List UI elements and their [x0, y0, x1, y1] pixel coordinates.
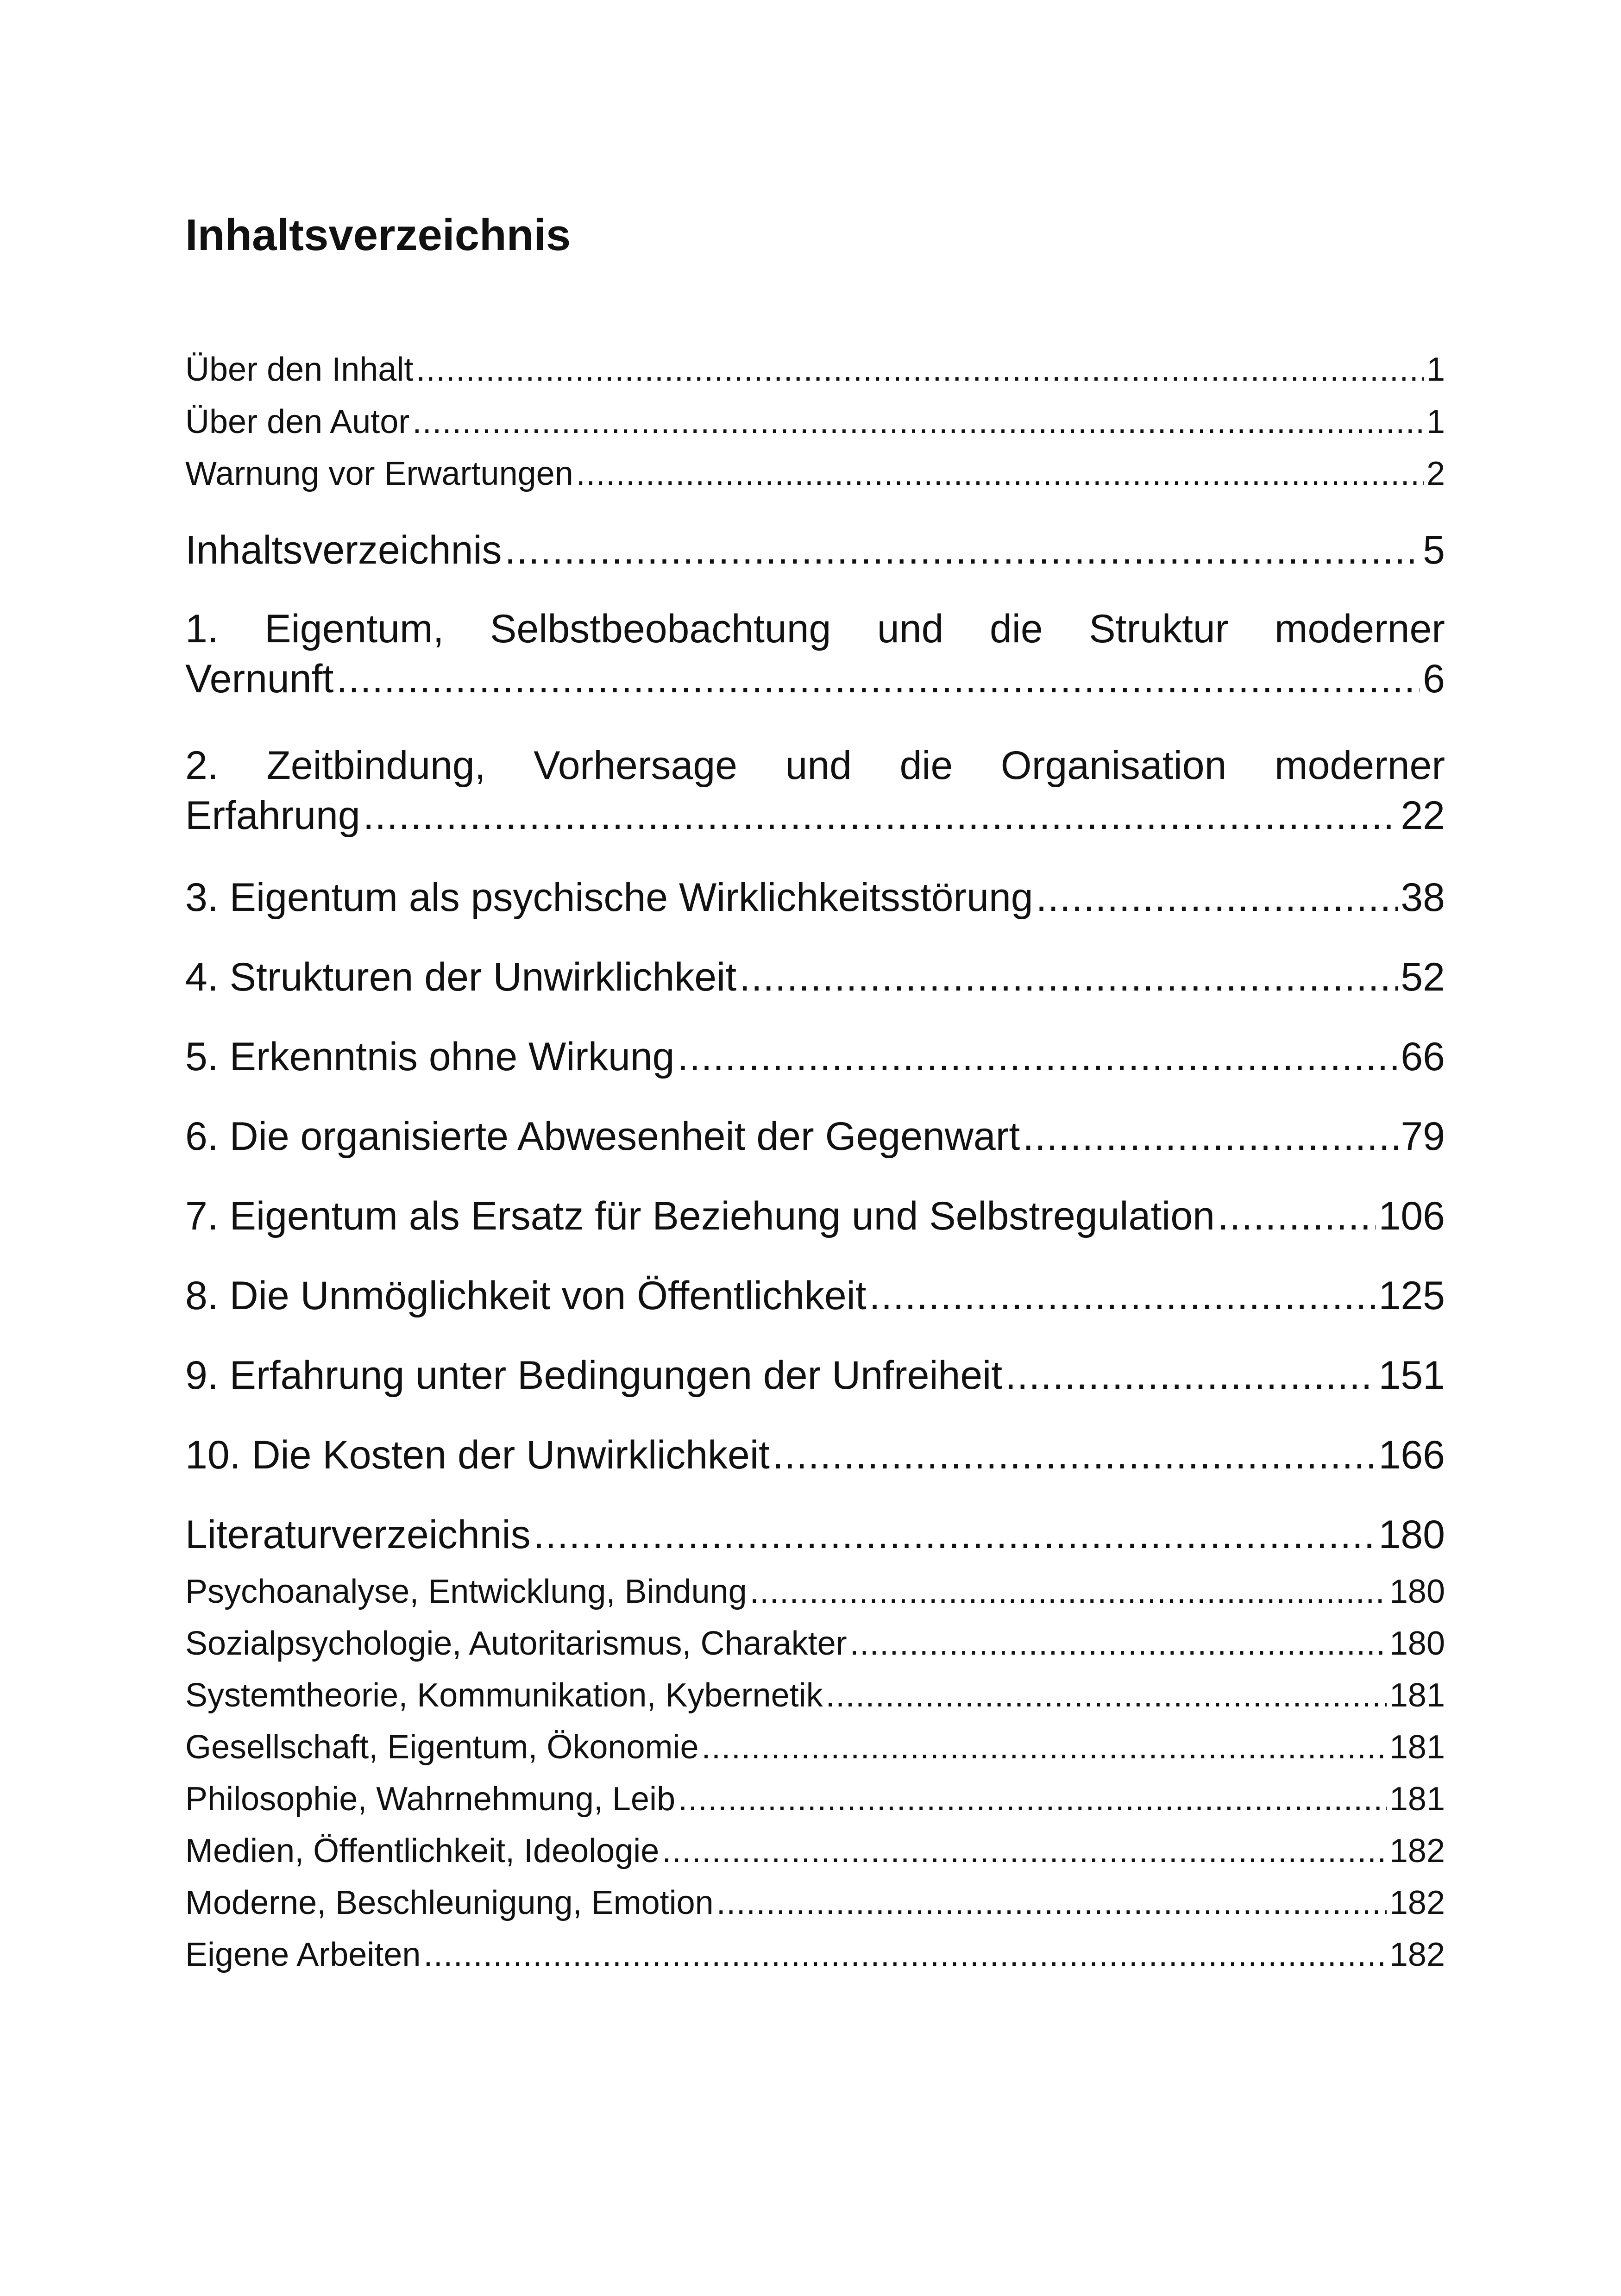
toc-entry-label: Warnung vor Erwartungen [185, 455, 573, 492]
toc-entry-page: 182 [1389, 1936, 1445, 1973]
toc-subentry[interactable] [185, 1935, 1445, 1975]
word: Vorhersage [534, 743, 737, 788]
toc-entry-page: 181 [1389, 1781, 1445, 1818]
toc-entry-label: 5. Erkenntnis ohne Wirkung [185, 1035, 675, 1079]
leader-dots [773, 1430, 1376, 1480]
toc-entry-first-line [185, 604, 1445, 654]
toc-entry-page: 52 [1401, 955, 1445, 999]
page-title: Inhaltsverzeichnis [185, 210, 571, 260]
leader-dots [678, 1779, 1387, 1819]
toc-entry[interactable] [185, 1510, 1445, 1560]
document-page [185, 0, 1445, 2296]
toc-entry-label: 3. Eigentum als psychische Wirklichkeitsstörung [185, 875, 1033, 920]
toc-entry[interactable] [185, 1351, 1445, 1401]
toc-entry-page: 182 [1389, 1832, 1445, 1869]
toc-entry-page: 106 [1378, 1194, 1445, 1238]
toc-subentry[interactable] [185, 1675, 1445, 1715]
toc-entry-page: 79 [1401, 1114, 1445, 1159]
toc-entry-page: 180 [1389, 1625, 1445, 1662]
leader-dots [662, 1831, 1387, 1871]
toc-subentry[interactable] [185, 1831, 1445, 1871]
toc-entry-page: 181 [1389, 1729, 1445, 1766]
toc-entry[interactable] [185, 350, 1445, 389]
word: 2. [185, 743, 219, 788]
toc-entry-page: 1 [1426, 351, 1445, 388]
toc-entry-page: 125 [1378, 1273, 1445, 1318]
word: Struktur [1089, 607, 1229, 651]
toc-entry-page: 166 [1378, 1433, 1445, 1477]
leader-dots [1218, 1192, 1376, 1242]
leader-dots [363, 791, 1398, 841]
leader-dots [423, 1935, 1386, 1975]
leader-dots [1005, 1351, 1376, 1401]
word: Selbstbeobachtung [490, 607, 831, 651]
toc-entry-first-line [185, 741, 1445, 791]
word: Eigentum, [264, 607, 444, 651]
leader-dots [850, 1624, 1387, 1663]
toc-entry[interactable] [185, 454, 1445, 494]
leader-dots [1036, 873, 1398, 923]
word: und [785, 743, 852, 788]
toc-entry-label: Systemtheorie, Kommunikation, Kybernetik [185, 1677, 823, 1714]
toc-entry-page: 181 [1389, 1677, 1445, 1714]
word: 1. [185, 607, 219, 651]
toc-entry-label: 4. Strukturen der Unwirklichkeit [185, 955, 737, 999]
toc-subentry[interactable] [185, 1624, 1445, 1663]
toc-entry-label: Vernunft [185, 656, 334, 701]
toc-entry-page: 1 [1426, 403, 1445, 440]
toc-entry-label: 6. Die organisierte Abwesenheit der Gegenwart [185, 1114, 1020, 1159]
leader-dots [702, 1727, 1387, 1767]
leader-dots [739, 953, 1398, 1003]
toc-subentry[interactable] [185, 1572, 1445, 1612]
toc-entry-label: Sozialpsychologie, Autoritarismus, Charakter [185, 1625, 847, 1662]
toc-entry-label: Psychoanalyse, Entwicklung, Bindung [185, 1573, 747, 1610]
toc-entry[interactable] [185, 1192, 1445, 1242]
toc-entry-page: 66 [1401, 1035, 1445, 1079]
toc-entry-label: 8. Die Unmöglichkeit von Öffentlichkeit [185, 1273, 867, 1318]
toc-entry-label: Gesellschaft, Eigentum, Ökonomie [185, 1729, 699, 1766]
word: moderner [1274, 743, 1445, 788]
toc-entry-label: Moderne, Beschleunigung, Emotion [185, 1884, 714, 1921]
word: Organisation [1000, 743, 1227, 788]
toc-entry-page: 2 [1426, 455, 1445, 492]
toc-entry-label: Medien, Öffentlichkeit, Ideologie [185, 1832, 660, 1869]
leader-dots [869, 1271, 1376, 1321]
word: und [877, 607, 944, 651]
leader-dots [716, 1883, 1387, 1923]
toc-subentry[interactable] [185, 1727, 1445, 1767]
toc-entry[interactable] [185, 1271, 1445, 1321]
word: die [989, 607, 1043, 651]
leader-dots [534, 1510, 1376, 1560]
toc-entry-page: 5 [1423, 528, 1445, 572]
toc-entry-label: Literaturverzeichnis [185, 1512, 531, 1557]
leader-dots [750, 1572, 1387, 1612]
leader-dots [1023, 1112, 1398, 1162]
toc-entry-page: 180 [1389, 1573, 1445, 1610]
leader-dots [677, 1032, 1398, 1082]
word: Zeitbindung, [266, 743, 486, 788]
toc-entry-page: 151 [1378, 1353, 1445, 1398]
toc-entry-page: 22 [1401, 793, 1445, 838]
toc-entry[interactable] [185, 402, 1445, 442]
toc-entry-page: 180 [1378, 1512, 1445, 1557]
toc-entry[interactable] [185, 526, 1445, 576]
toc-entry-label: Über den Autor [185, 403, 410, 440]
toc-entry-chapter-1[interactable] [185, 604, 1445, 704]
toc-entry-label: Erfahrung [185, 793, 360, 838]
toc-entry-label: Inhaltsverzeichnis [185, 528, 502, 572]
word: die [899, 743, 953, 788]
toc-entry-label: 10. Die Kosten der Unwirklichkeit [185, 1433, 770, 1477]
toc-entry-chapter-2[interactable] [185, 741, 1445, 841]
toc-entry-label: Philosophie, Wahrnehmung, Leib [185, 1781, 675, 1818]
toc-entry-label: Eigene Arbeiten [185, 1936, 421, 1973]
leader-dots [412, 402, 1424, 442]
toc-subentry[interactable] [185, 1779, 1445, 1819]
toc-entry[interactable] [185, 873, 1445, 923]
toc-entry[interactable] [185, 1032, 1445, 1082]
toc-entry[interactable] [185, 1112, 1445, 1162]
toc-entry-label: 9. Erfahrung unter Bedingungen der Unfreiheit [185, 1353, 1003, 1398]
leader-dots [505, 526, 1420, 576]
toc-entry-label: 7. Eigentum als Ersatz für Beziehung und Selbstregulation [185, 1194, 1215, 1238]
toc-entry-page: 38 [1401, 875, 1445, 920]
word: moderner [1274, 607, 1445, 651]
leader-dots [576, 454, 1424, 494]
toc-entry-label: Über den Inhalt [185, 351, 414, 388]
toc-entry[interactable] [185, 1430, 1445, 1480]
toc-entry-page: 6 [1423, 656, 1445, 701]
toc-entry-page: 182 [1389, 1884, 1445, 1921]
leader-dots [336, 654, 1420, 704]
leader-dots [416, 350, 1424, 389]
toc-entry[interactable] [185, 953, 1445, 1003]
toc-subentry[interactable] [185, 1883, 1445, 1923]
leader-dots [826, 1675, 1387, 1715]
